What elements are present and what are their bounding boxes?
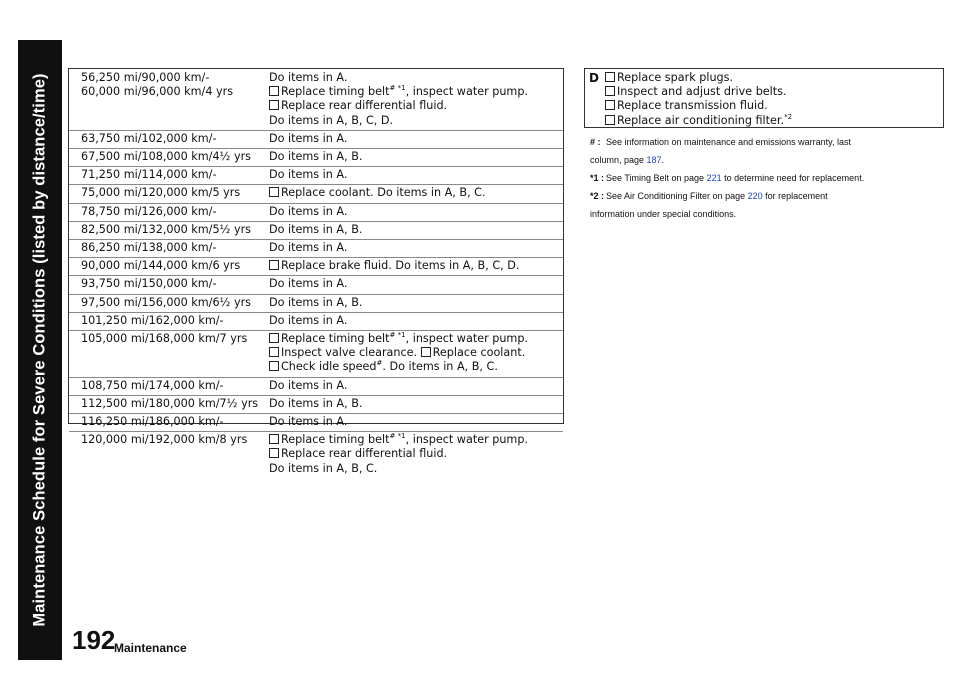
action-line: [269, 332, 528, 346]
table-row: [69, 294, 563, 313]
footnote-mark: # *1: [389, 432, 406, 441]
mileage-text: 86,250 mi/138,000 km/-: [81, 241, 217, 254]
section-name: Maintenance: [114, 641, 187, 655]
action-line: [269, 415, 347, 429]
mileage-cell: [81, 332, 247, 375]
action-line: [269, 186, 486, 200]
schedule-table: [68, 68, 564, 475]
action-line: [269, 205, 347, 219]
footnote-text: for replacement: [762, 191, 828, 201]
checkbox-icon: [605, 72, 615, 82]
action-text: Do items in A.: [269, 204, 348, 218]
action-line: [269, 277, 347, 291]
service-d-item: [605, 99, 792, 113]
action-text: Do items in A, B, C.: [269, 461, 378, 475]
action-line: [269, 241, 347, 255]
service-d-item: [605, 85, 792, 99]
action-cell: [269, 259, 519, 273]
table-row: [69, 395, 563, 414]
table-row: [69, 312, 563, 331]
mileage-cell: [81, 415, 224, 429]
action-line: [269, 314, 347, 328]
mileage-text: 63,750 mi/102,000 km/-: [81, 131, 217, 145]
mileage-cell: [81, 241, 216, 255]
action-text-after: Replace coolant.: [432, 346, 526, 360]
service-d-text: Replace spark plugs.: [617, 71, 734, 84]
footnote-continuation: [590, 151, 864, 169]
mileage-cell: [81, 277, 216, 291]
footnote-marker: # :: [590, 137, 601, 147]
table-row: [69, 148, 563, 167]
action-text: Replace rear differential fluid.: [281, 447, 448, 461]
table-row: [69, 377, 563, 396]
mileage-text: [81, 99, 233, 113]
action-text: Do items in A.: [269, 71, 348, 84]
action-cell: [269, 223, 362, 237]
mileage-cell: [81, 397, 258, 411]
footnote-text: column, page: [590, 155, 647, 165]
footnote-marker: *1 :: [590, 173, 605, 183]
action-text: Replace timing belt: [281, 85, 390, 99]
action-text: Do items in A.: [269, 277, 348, 291]
checkbox-icon: [269, 434, 279, 444]
action-line: [269, 447, 528, 461]
action-text-after: , inspect water pump.: [405, 332, 528, 345]
action-line: [269, 223, 362, 237]
footnote-marker: *2 :: [590, 191, 605, 201]
action-cell: [269, 433, 528, 476]
checkbox-icon: [269, 361, 279, 371]
action-line: [269, 85, 528, 99]
action-line: [269, 360, 528, 374]
action-cell: [269, 205, 347, 219]
mileage-cell: [81, 132, 216, 146]
action-text: Do items in A.: [269, 313, 348, 327]
service-d-text: Inspect and adjust drive belts.: [617, 85, 787, 99]
footnote-text: See Timing Belt on page: [606, 173, 707, 183]
table-row: [69, 130, 563, 149]
mileage-text: 82,500 mi/132,000 km/5½ yrs: [81, 222, 252, 236]
table-row: [69, 184, 563, 203]
mileage-text: 71,250 mi/114,000 km/-: [81, 168, 217, 182]
table-row: [69, 221, 563, 240]
action-text: Do items in A.: [269, 378, 348, 392]
footnote: [590, 187, 864, 205]
mileage-cell: [81, 168, 216, 182]
service-d-item: [605, 114, 792, 128]
mileage-text: 112,500 mi/180,000 km/7½ yrs: [81, 396, 259, 410]
action-text: Replace timing belt: [281, 332, 390, 345]
page-link: 221: [706, 173, 722, 183]
action-line: [269, 379, 347, 393]
checkbox-icon: [269, 86, 279, 96]
action-text: Replace coolant. Do items in A, B, C.: [281, 186, 486, 200]
mileage-cell: [81, 71, 233, 128]
action-line: [269, 259, 519, 273]
action-line: [269, 99, 528, 113]
footnote: [590, 133, 864, 151]
service-d-items: [605, 71, 792, 128]
footnote-mark: #: [376, 359, 383, 368]
service-d-text: Replace air conditioning filter.: [617, 113, 785, 127]
mileage-text: [81, 346, 247, 360]
mileage-cell: [81, 223, 251, 237]
mileage-cell: [81, 186, 240, 200]
table-row: [69, 203, 563, 222]
action-cell: [269, 415, 347, 429]
mileage-cell: [81, 379, 224, 393]
mileage-text: 97,500 mi/156,000 km/6½ yrs: [81, 295, 252, 309]
table-row: [69, 431, 563, 478]
mileage-text: 116,250 mi/186,000 km/-: [81, 415, 224, 428]
action-text-after: , inspect water pump.: [405, 85, 528, 99]
footnote-text: information under special conditions.: [590, 209, 737, 219]
action-text: Do items in A.: [269, 131, 348, 145]
action-text-after: . Do items in A, B, C.: [382, 360, 498, 374]
footnote-text: See Air Conditioning Filter on page: [606, 191, 748, 201]
service-d-text: Replace transmission fluid.: [617, 99, 768, 113]
service-d-item: [605, 71, 792, 85]
action-cell: [269, 132, 347, 146]
mileage-text: [81, 360, 247, 374]
checkbox-icon: [421, 347, 431, 357]
action-cell: [269, 71, 528, 128]
action-text: Do items in A, B.: [269, 396, 363, 410]
action-line: [269, 346, 528, 360]
action-text: Replace brake fluid. Do items in A, B, C, D.: [281, 259, 520, 273]
mileage-text: 101,250 mi/162,000 km/-: [81, 313, 224, 327]
action-line: [269, 168, 347, 182]
action-text: Do items in A, B.: [269, 150, 363, 163]
page-number: 192: [72, 625, 116, 655]
mileage-cell: [81, 296, 251, 310]
action-text: Do items in A, B.: [269, 295, 363, 309]
table-row: [69, 166, 563, 185]
action-cell: [269, 277, 347, 291]
action-cell: [269, 379, 347, 393]
action-line: [269, 433, 528, 447]
checkbox-icon: [269, 333, 279, 343]
action-line: [269, 114, 528, 128]
action-text: Do items in A.: [269, 168, 348, 182]
page-link: 187: [646, 155, 662, 165]
action-cell: [269, 397, 362, 411]
action-cell: [269, 186, 486, 200]
action-cell: [269, 241, 347, 255]
footnote: [590, 169, 864, 187]
action-cell: [269, 314, 347, 328]
footnote-text: See information on maintenance and emissions warranty, last: [606, 137, 851, 147]
table-row: [69, 275, 563, 294]
mileage-text: [81, 114, 233, 128]
action-text: Do items in A, B.: [269, 222, 363, 236]
table-row: [69, 413, 563, 432]
mileage-cell: [81, 259, 240, 273]
mileage-text: 56,250 mi/90,000 km/-: [81, 71, 210, 84]
action-text: Do items in A, B, C, D.: [269, 113, 394, 127]
action-cell: [269, 296, 362, 310]
mileage-text: 75,000 mi/120,000 km/5 yrs: [81, 186, 241, 200]
table-row: [69, 257, 563, 276]
mileage-text: [81, 462, 247, 476]
footnote-mark: # *1: [389, 331, 406, 339]
side-title: Maintenance Schedule for Severe Conditions (listed by distance/time): [30, 73, 49, 627]
table-row: [69, 330, 563, 378]
mileage-text: 120,000 mi/192,000 km/8 yrs: [81, 433, 248, 447]
mileage-text: 67,500 mi/108,000 km/4½ yrs: [81, 150, 252, 163]
action-text-after: , inspect water pump.: [405, 433, 528, 447]
action-line: [269, 132, 347, 146]
mileage-cell: [81, 150, 251, 164]
action-line: [269, 71, 528, 85]
footnote-mark: *2: [784, 112, 793, 121]
checkbox-icon: [269, 187, 279, 197]
side-tab: [18, 40, 62, 660]
checkbox-icon: [605, 115, 615, 125]
service-d-label: D: [589, 71, 599, 85]
action-line: [269, 462, 528, 476]
checkbox-icon: [605, 86, 615, 96]
action-text: Do items in A.: [269, 415, 348, 428]
action-text: Replace timing belt: [281, 433, 390, 447]
mileage-text: 78,750 mi/126,000 km/-: [81, 204, 217, 218]
mileage-cell: [81, 205, 216, 219]
checkbox-icon: [269, 347, 279, 357]
mileage-text: 60,000 mi/96,000 km/4 yrs: [81, 85, 234, 99]
action-line: [269, 397, 362, 411]
table-row: [69, 239, 563, 258]
action-line: [269, 150, 362, 164]
footnote-text: .: [661, 155, 665, 165]
mileage-text: 93,750 mi/150,000 km/-: [81, 277, 217, 291]
action-cell: [269, 332, 528, 375]
action-text: Inspect valve clearance.: [281, 346, 421, 360]
footnote-continuation: [590, 205, 864, 223]
action-cell: [269, 168, 347, 182]
mileage-cell: [81, 433, 247, 476]
footnote-text: to determine need for replacement.: [721, 173, 865, 183]
checkbox-icon: [269, 448, 279, 458]
mileage-text: 105,000 mi/168,000 km/7 yrs: [81, 332, 248, 345]
checkbox-icon: [269, 100, 279, 110]
mileage-text: 108,750 mi/174,000 km/-: [81, 378, 224, 392]
mileage-cell: [81, 314, 224, 328]
action-cell: [269, 150, 362, 164]
checkbox-icon: [269, 260, 279, 270]
footnote-mark: # *1: [389, 84, 406, 93]
service-d-box: [584, 68, 944, 128]
action-text: Do items in A.: [269, 241, 348, 254]
mileage-text: [81, 447, 247, 461]
table-row: [69, 69, 563, 131]
checkbox-icon: [605, 100, 615, 110]
action-text: Replace rear differential fluid.: [281, 99, 448, 113]
footnotes: [590, 133, 864, 223]
mileage-text: 90,000 mi/144,000 km/6 yrs: [81, 259, 241, 273]
page-link: 220: [747, 191, 763, 201]
action-text: Check idle speed: [281, 360, 377, 374]
action-line: [269, 296, 362, 310]
